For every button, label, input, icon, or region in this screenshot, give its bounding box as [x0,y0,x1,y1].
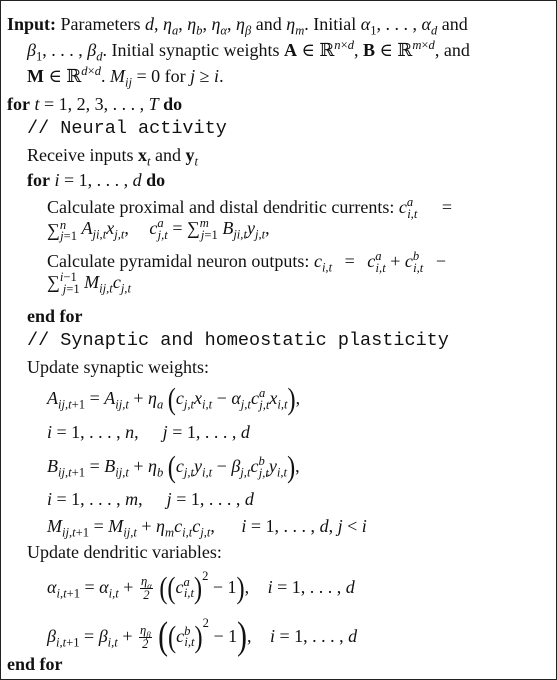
kw-for: for [7,94,30,114]
calc-currents-line-2: ∑$^n_{j=1}$ $A_{ji,t}x_{j,t}$, $c^a_{j,t} = \sum^m_{j=1}$ $B_{ji,t}y_{j,t}$, [47,216,270,244]
end-for-inner: end for [27,306,83,326]
input-line-2: $\beta_1$, . . . , $\beta_d$. Initial synaptic weights A ∈ ℝ$^{n\times d}$, B ∈ ℝ$^{m\times d}$, and [27,38,470,64]
input-line-1: Input: Parameters d, $\eta_a$, $\eta_b$, $\eta_\alpha$, $\eta_\beta$ and $\eta_m$. Initial $\alpha_1$, . . . , $\alpha_d$ and [7,14,468,38]
calc-outputs-line-1: Calculate pyramidal neuron outputs: $c_{i,t} = c^a_{i,t} + c^b_{i,t}$ − [47,249,446,275]
eq-alpha-update: $\alpha_{i,t+1} = \alpha_{i,t}$ + $\frac{\eta_\alpha}{2}$ $((c^a_{i,t})^2 - 1)$, i = 1, . . . , d [47,568,355,606]
comment-plasticity: // Synaptic and homeostatic plasticity [27,330,449,351]
comment-neural-activity: // Neural activity [27,118,227,139]
eq-b-update: $B_{ij,t+1} = B_{ij,t} + \eta_b$ $(c_{j,t}y_{i,t} - \beta_{j,t}c^b_{j,t}y_{i,t})$, [47,450,300,485]
input-line-3: M ∈ ℝ$^{d\times d}$. $M_{ij} = 0$ for j ≥ i. [27,64,224,90]
kw-do-inner: do [146,170,166,190]
eq-a-range: i = 1, . . . , n, j = 1, . . . , d [47,422,250,442]
eq-b-range: i = 1, . . . , m, j = 1, . . . , d [47,489,254,509]
update-weights-label: Update synaptic weights: [27,357,209,377]
update-dendritic-label: Update dendritic variables: [27,542,222,562]
end-for-outer: end for [7,654,63,674]
calc-currents-line-1: Calculate proximal and distal dendritic currents: $c^a_{i,t}$ = [47,195,452,221]
eq-a-update: $A_{ij,t+1} = A_{ij,t} + \eta_a$ $(c_{j,t}x_{i,t} - \alpha_{j,t}c^a_{j,t}x_{i,t})$, [47,382,301,417]
calc-outputs-line-2: ∑$^{i-1}_{j=1}$ $M_{ij,t}c_{j,t}$ [47,270,131,296]
kw-do: do [163,94,183,114]
for-t-line: for t = 1, 2, 3, . . . , T do [7,94,183,114]
kw-for-inner: for [27,170,50,190]
receive-inputs-line: Receive inputs $x_t$ and $y_t$ [27,145,198,169]
for-i-line: for i = 1, . . . , d do [27,170,166,190]
eq-m-update: $M_{ij,t+1} = M_{ij,t} + \eta_mc_{i,t}c_{j,t}$, i = 1, . . . , d, j < i [47,516,367,540]
eq-beta-update: $\beta_{i,t+1} = \beta_{i,t}$ + $\frac{\eta_\beta}{2}$ $((c^b_{i,t})^2 - 1)$, i = 1, . . . , d [47,615,358,658]
input-label: Input: [7,14,57,34]
